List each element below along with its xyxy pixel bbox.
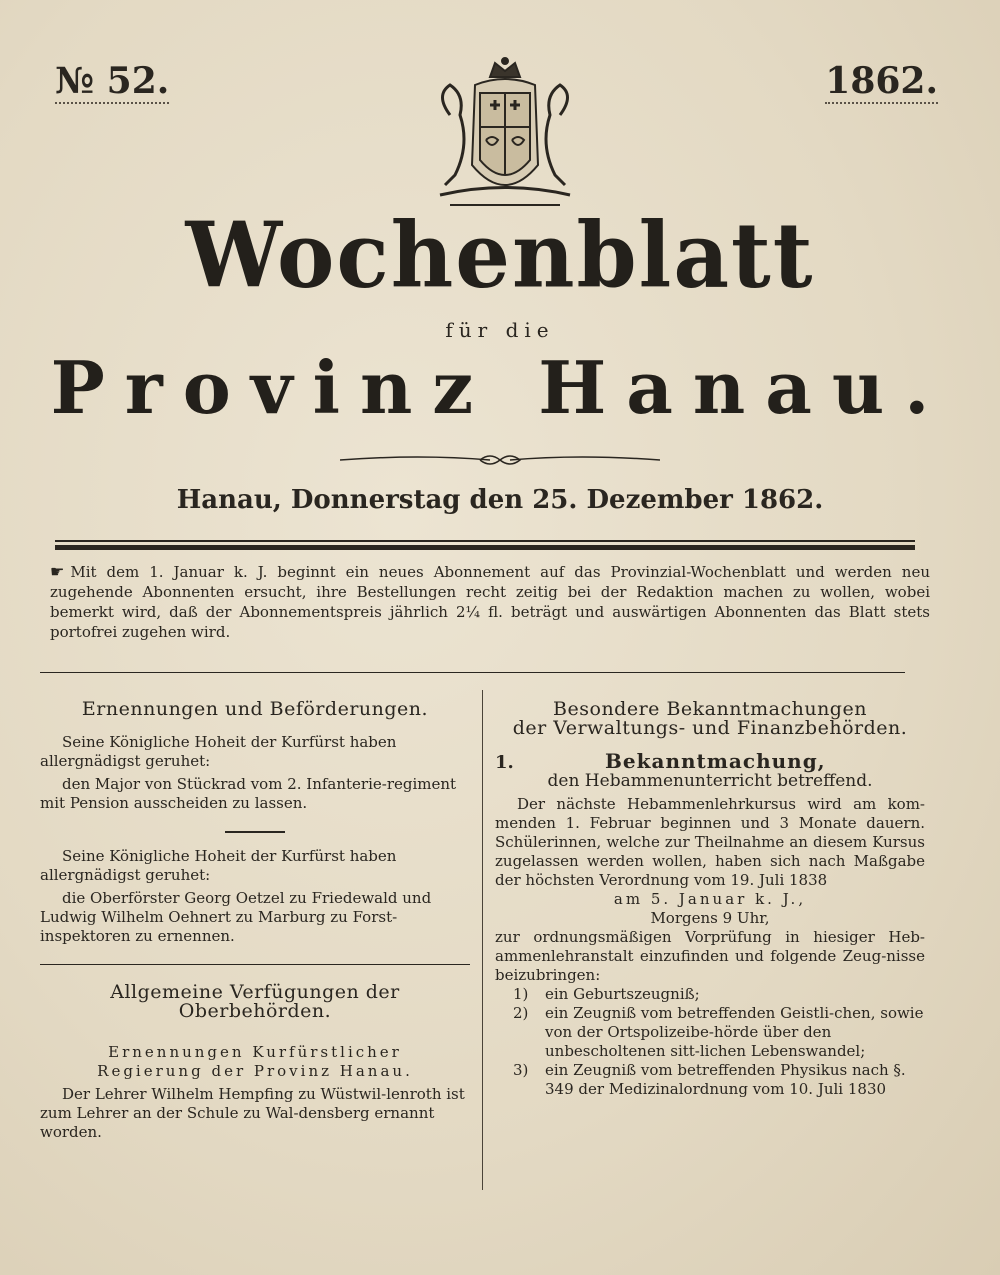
list-item: 1) ein Geburtszeugniß; [513,985,700,1003]
announcement-date: am 5. Januar k. J., [613,890,807,908]
notice-rule [40,672,905,673]
section-heading-announcements-2: der Verwaltungs- und Finanzbehörden. [512,717,908,739]
sub-heading-line-1: Ernennungen Kurfürstlicher [108,1043,402,1061]
section-divider [40,964,470,965]
sub-heading-line-2: Regierung der Provinz Hanau. [97,1062,413,1080]
announcement-time: Morgens 9 Uhr, [650,909,770,927]
announcement-paragraph-1: Der nächste Hebammenlehrkursus wird am kom-menden 1. Februar beginnen und 3 Monate dauern. Schülerinnen, welche zur Theilnahme an diesem Kursus zugelassen werden wollen, haben sich nach Maßgabe der höchsten Verordnung vom 19. Juli 1838 [495,795,925,889]
section-heading-announcements-1: Besondere Bekanntmachungen [553,698,867,720]
appointment-1-intro: Seine Königliche Hoheit der Kurfürst haben allergnädigst geruhet: [40,733,397,770]
column-divider [482,690,483,1190]
coat-of-arms-icon [420,55,590,215]
list-item: 2) ein Zeugniß vom betreffenden Geistli-chen, sowie von der Ortspolizeibe-hörde über den unbescholtenen sitt-lichen Lebenswandel; [513,1004,924,1060]
dateline: Hanau, Donnerstag den 25. Dezember 1862. [176,485,824,515]
announcement-subtitle: den Hebammenunterricht betreffend. [547,771,873,791]
section-heading-appointments: Ernennungen und Beförderungen. [81,698,429,720]
appointment-2-text: die Oberförster Georg Oetzel zu Friedewald und Ludwig Wilhelm Oehnert zu Marburg zu Forst-inspektoren zu ernennen. [40,889,432,945]
requirements-list [495,985,925,1099]
list-item: 3) ein Zeugniß vom betreffenden Physikus nach §. 349 der Medizinalordnung vom 10. Juli 1830 [513,1061,906,1098]
short-divider [225,831,285,833]
announcement-paragraph-2: zur ordnungsmäßigen Vorprüfung in hiesiger Heb-ammenlehranstalt einzufinden und folgende Zeug-nisse beizubringen: [495,928,925,984]
masthead-connector: für die [445,318,555,342]
announcement-title: Bekanntmachung, [605,749,826,773]
issue-year: 1862. [825,60,938,102]
right-column [495,700,925,1099]
appointment-2-intro: Seine Königliche Hoheit der Kurfürst haben allergnädigst geruhet: [40,847,397,884]
section-heading-general-orders: Allgemeine Verfügungen der Oberbehörden. [110,981,400,1022]
pointing-hand-icon: ☛ [50,562,65,581]
header-rule [55,540,915,550]
ornament-divider-icon [340,452,660,468]
notice-text: Mit dem 1. Januar k. J. beginnt ein neues Abonnement auf das Provinzial-Wochenblatt und werden neu zugehende Abonnenten ersucht, ihre Bestellungen recht zeitig bei der Redaktion machen zu wollen, wobei bemerkt wird, daß der Abonnementspreis jährlich 2¼ fl. beträgt und auswärtigen Abonnenten das Blatt stets portofrei zugehen wird. [50,563,930,641]
subscription-notice [50,562,930,642]
issue-number: № 52. [55,60,170,102]
appointment-1-text: den Major von Stückrad vom 2. Infanterie-regiment mit Pension ausscheiden zu lassen. [40,775,457,812]
item-number: 1. [495,752,514,773]
masthead-subtitle: Provinz Hanau. [50,345,950,430]
masthead-title: Wochenblatt [185,202,815,309]
teacher-appointment-text: Der Lehrer Wilhelm Hempfing zu Wüstwil-lenroth ist zum Lehrer an der Schule zu Wal-densberg ernannt worden. [40,1085,465,1141]
left-column [40,700,470,1142]
